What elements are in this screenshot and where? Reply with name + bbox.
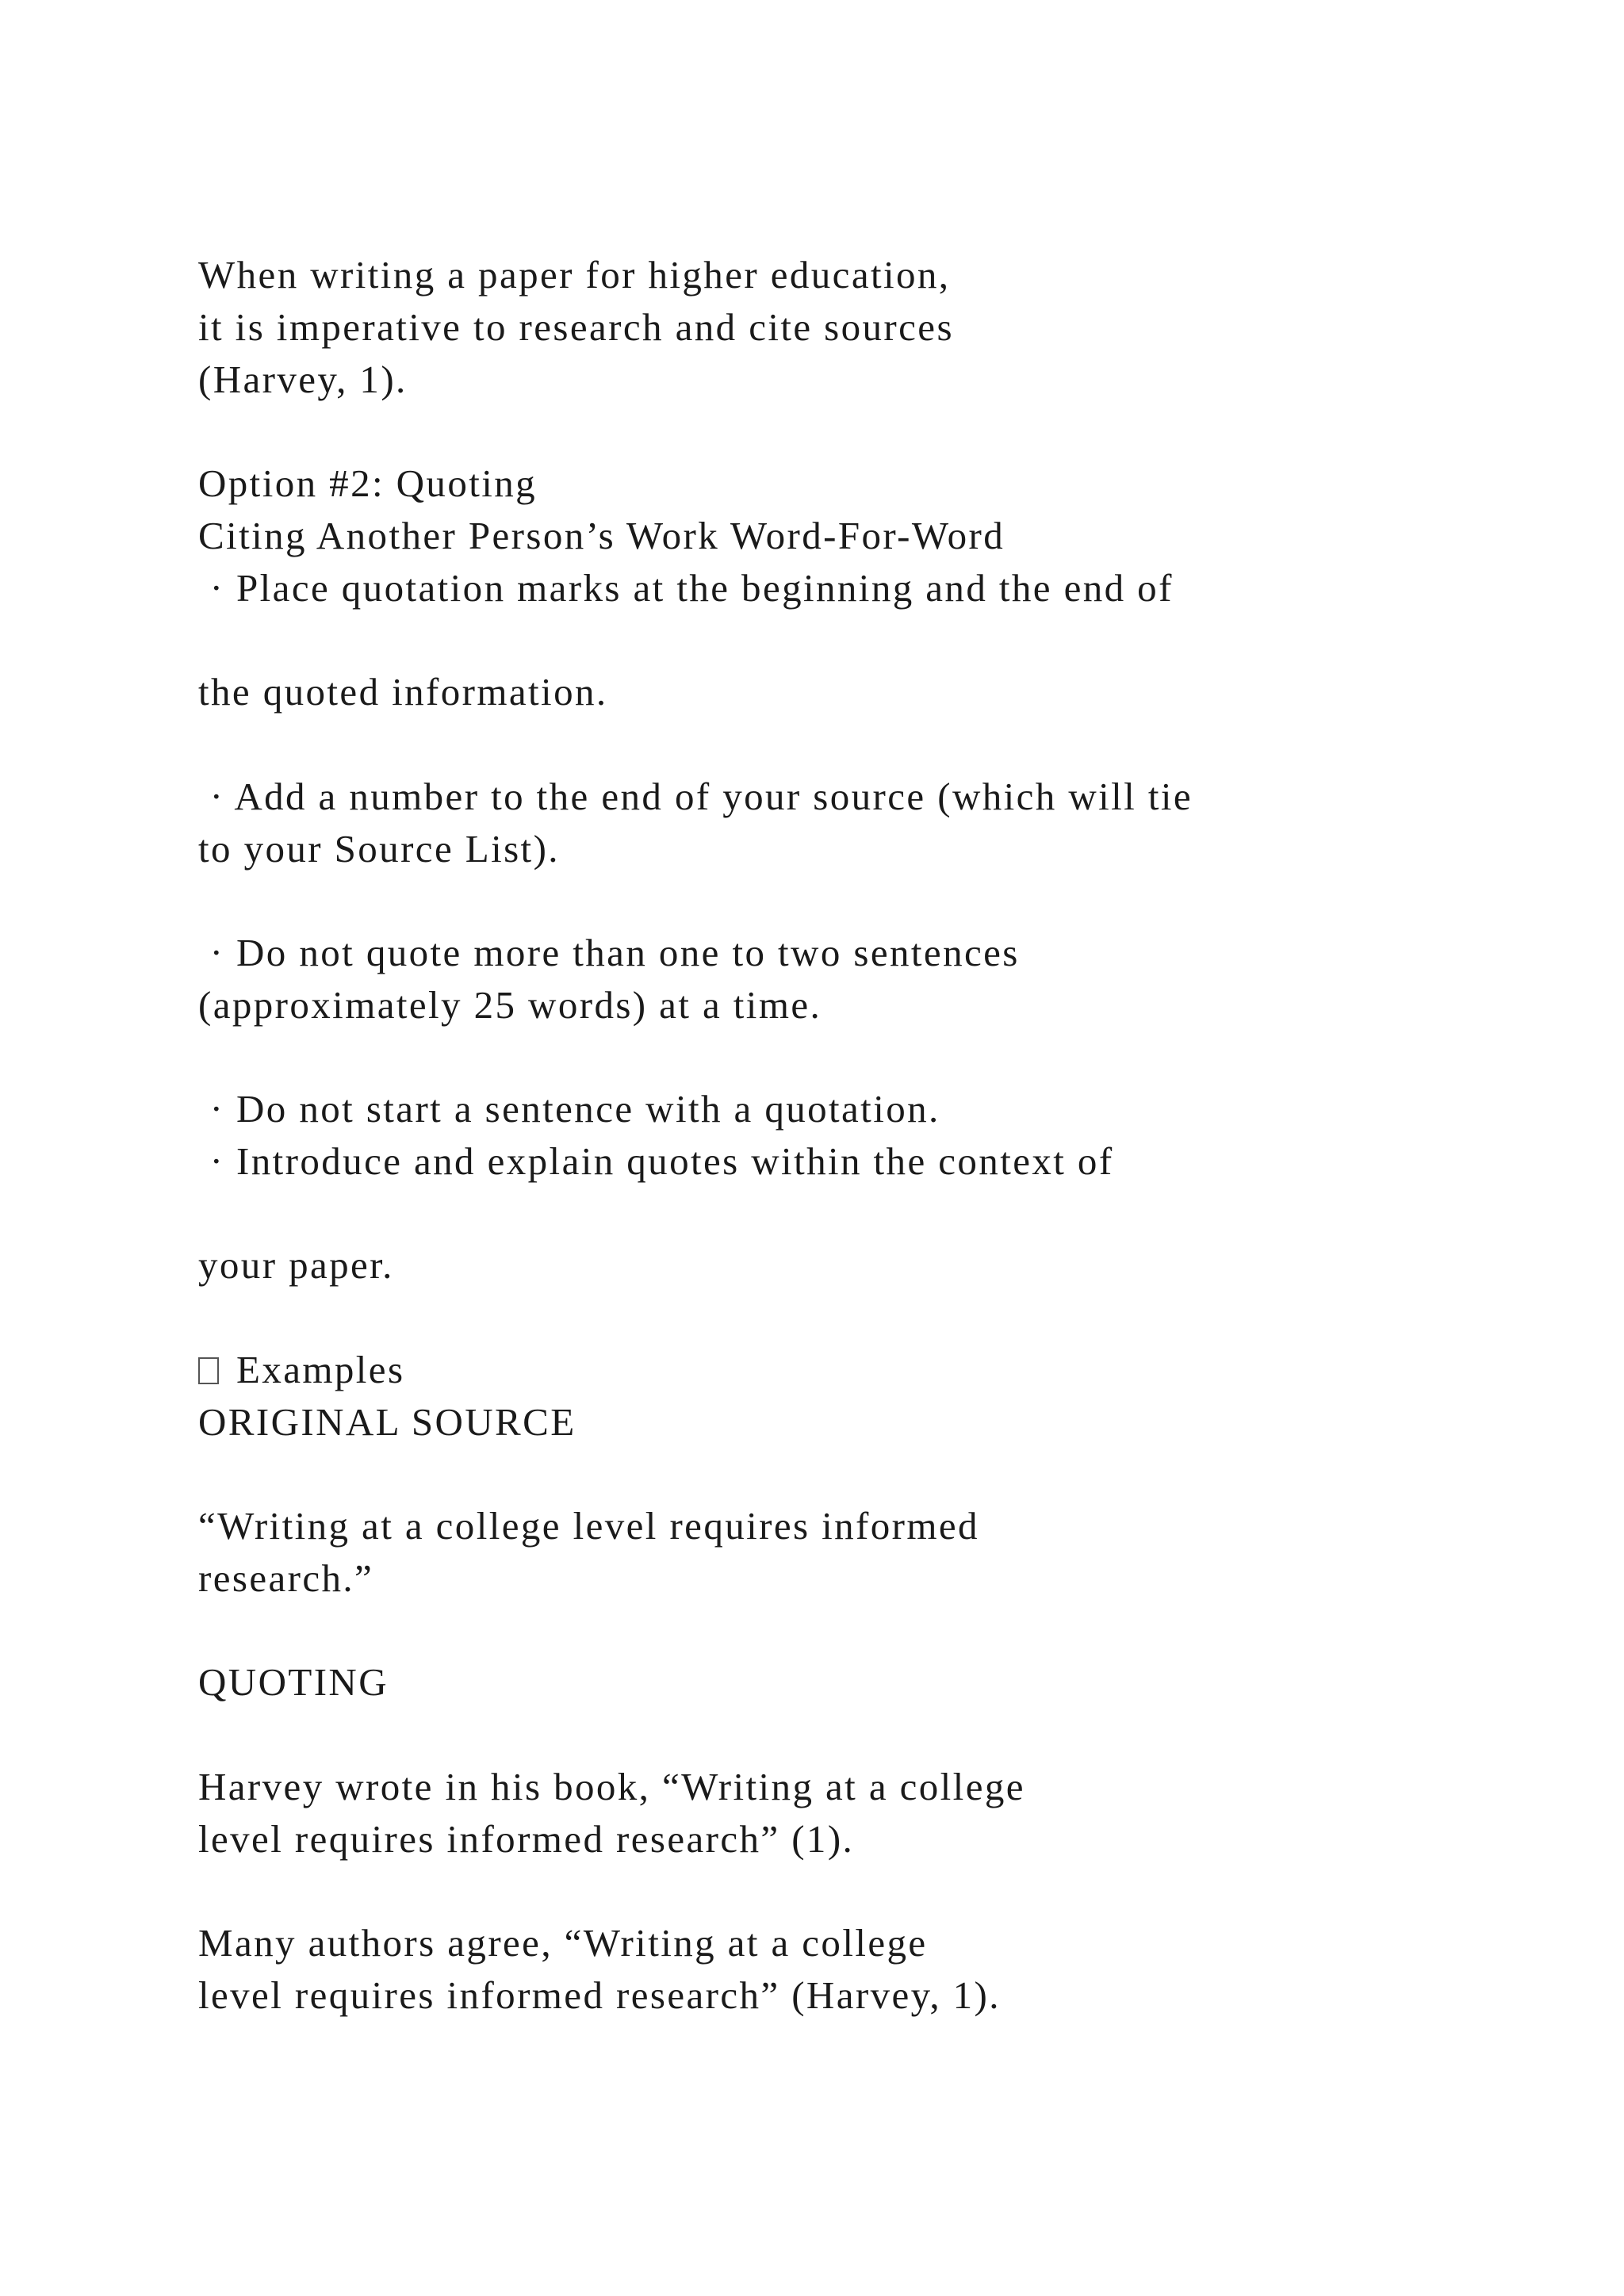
bullet-2-line-1: · Add a number to the end of your source (which will tie	[198, 775, 1193, 818]
bullet-3-line-1: · Do not quote more than one to two sentences	[198, 931, 1020, 974]
original-source-heading: ORIGINAL SOURCE	[198, 1400, 576, 1444]
bullet-5-line-2: your paper.	[198, 1243, 394, 1287]
bullet-4-line-1: · Do not start a sentence with a quotation.	[198, 1087, 940, 1131]
bullet-3-line-2: (approximately 25 words) at a time.	[198, 983, 822, 1027]
bullet-1-line-1: · Place quotation marks at the beginning and the end of	[198, 566, 1174, 610]
bullet-5-line-1: · Introduce and explain quotes within the context of	[198, 1139, 1114, 1183]
example-1-line-1: Harvey wrote in his book, “Writing at a college	[198, 1765, 1025, 1808]
intro-line-2: it is imperative to research and cite sources	[198, 305, 954, 349]
example-2-line-2: level requires informed research” (Harvey, 1).	[198, 1973, 1001, 2017]
original-quote-line-1: “Writing at a college level requires informed	[198, 1504, 979, 1548]
option-subheading: Citing Another Person’s Work Word-For-Word	[198, 514, 1005, 557]
missing-glyph-icon	[198, 1357, 219, 1384]
intro-line-1: When writing a paper for higher education,	[198, 253, 951, 297]
bullet-2-line-2: to your Source List).	[198, 827, 560, 871]
example-1-line-2: level requires informed research” (1).	[198, 1817, 855, 1861]
option-heading: Option #2: Quoting	[198, 461, 538, 505]
bullet-1-line-2: the quoted information.	[198, 670, 608, 714]
quoting-heading: QUOTING	[198, 1660, 389, 1704]
original-quote-line-2: research.”	[198, 1556, 374, 1600]
example-2-line-1: Many authors agree, “Writing at a college	[198, 1921, 928, 1965]
examples-label: Examples	[236, 1348, 405, 1391]
intro-line-3: (Harvey, 1).	[198, 358, 408, 401]
examples-line	[198, 1350, 404, 1389]
